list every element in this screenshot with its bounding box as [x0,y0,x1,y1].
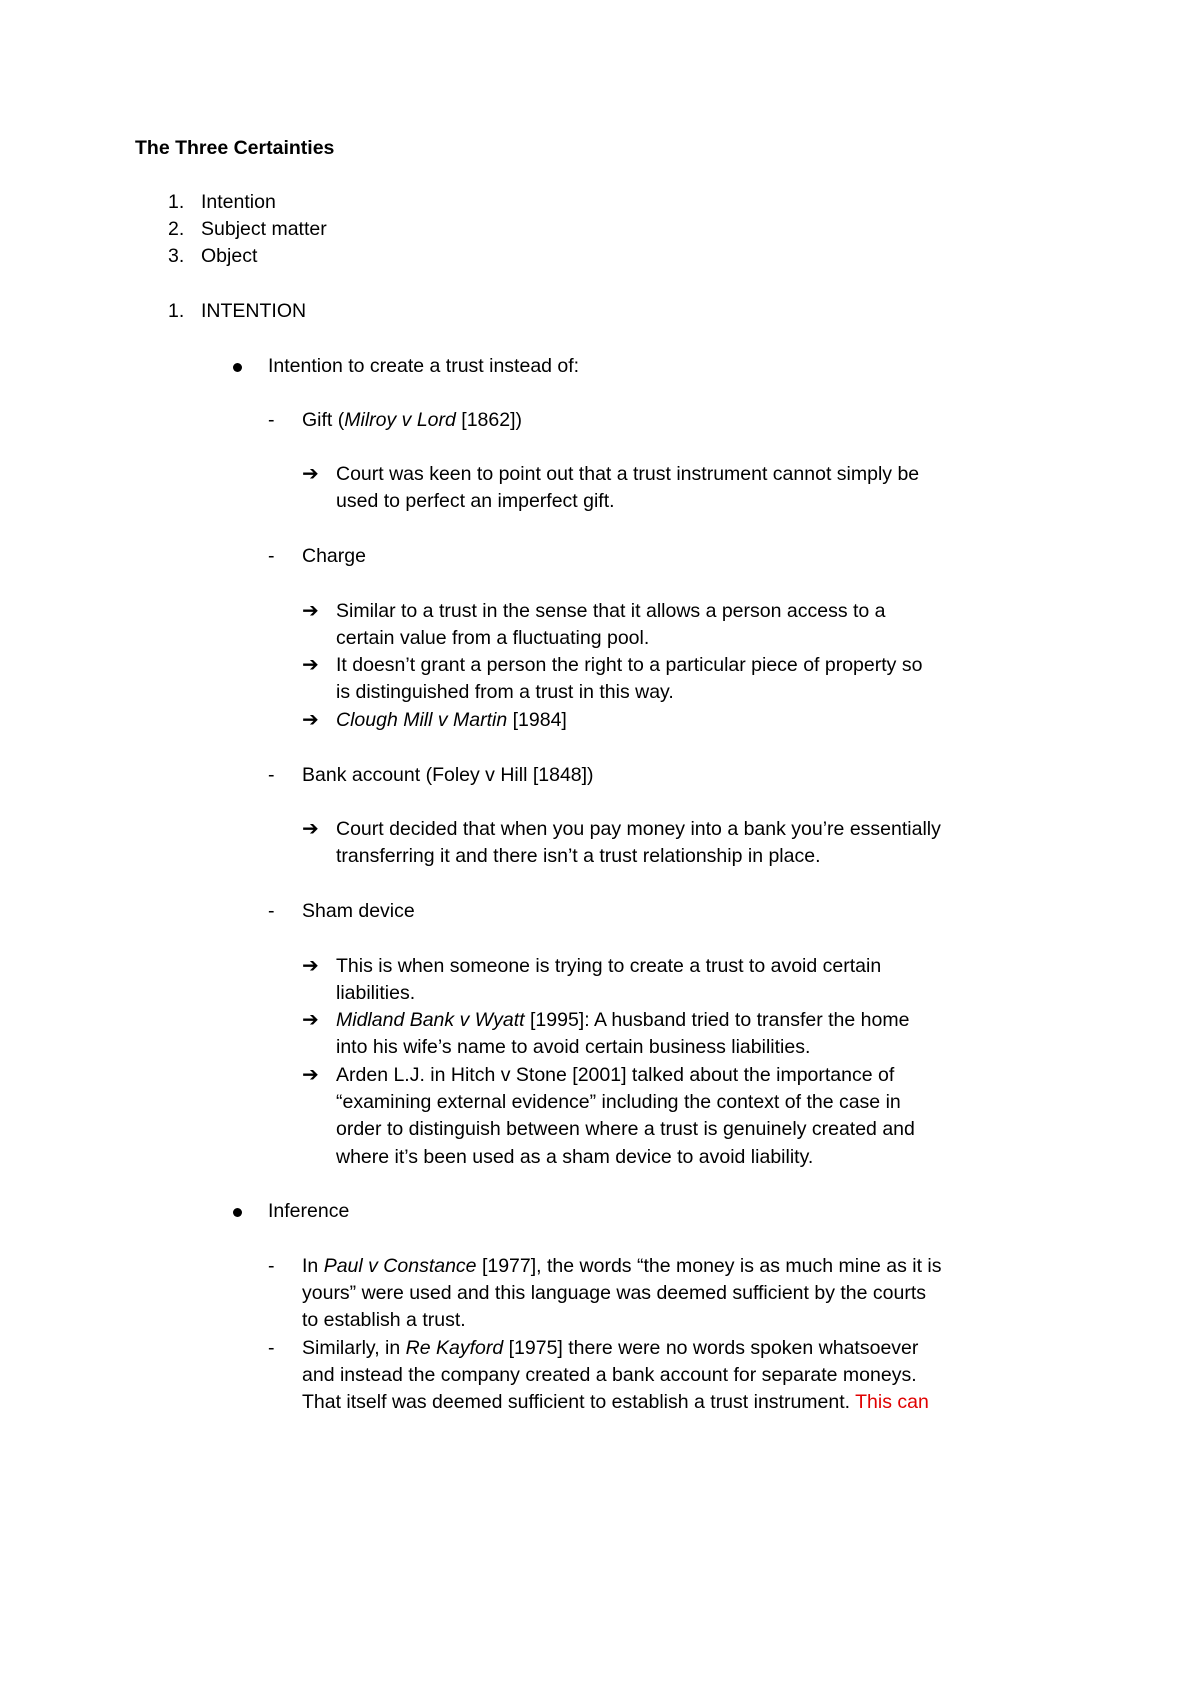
sham-arrow-line: This is when someone is trying to create a trust to avoid certain [336,955,882,977]
charge-arrow-line: It doesn’t grant a person the right to a particular piece of property so [336,654,923,676]
charge-arrow-line: Clough Mill v Martin [1984] [336,709,567,731]
inference-line: and instead the company created a bank account for separate moneys. [302,1364,917,1386]
inference-line: yours” were used and this language was deemed sufficient by the courts [302,1282,926,1304]
arrow-right-icon: ➔ [302,463,319,485]
sham-arrow-line: into his wife’s name to avoid certain business liabilities. [336,1036,811,1058]
arrow-right-icon: ➔ [302,654,319,676]
toc-item-object: Object [201,245,258,267]
sham-arrow-line: Arden L.J. in Hitch v Stone [2001] talked about the importance of [336,1064,895,1086]
arrow-right-icon: ➔ [302,1009,319,1031]
bullet-inference-text: Inference [268,1200,350,1222]
gift-item: Gift (Milroy v Lord [1862]) [302,409,523,431]
inference-line: That itself was deemed sufficient to establish a trust instrument. This can [302,1391,929,1413]
bank-item: Bank account (Foley v Hill [1848]) [302,764,594,786]
gift-arrow-line: used to perfect an imperfect gift. [336,490,615,512]
sham-arrow-line: where it’s been used as a sham device to avoid liability. [336,1146,814,1168]
arrow-right-icon: ➔ [302,1064,319,1086]
toc-item-intention: Intention [201,191,276,213]
sham-arrow-line: liabilities. [336,982,416,1004]
dash-marker: - [268,409,275,431]
toc-num: 1. [168,191,185,213]
toc-num: 3. [168,245,185,267]
bullet-intention-text: Intention to create a trust instead of: [268,355,580,377]
dash-marker: - [268,1255,275,1277]
bullet-dot-icon [233,363,242,372]
toc-num: 2. [168,218,185,240]
dash-marker: - [268,1337,275,1359]
arrow-right-icon: ➔ [302,818,319,840]
charge-arrow-line: is distinguished from a trust in this way. [336,681,674,703]
dash-marker: - [268,764,275,786]
charge-item: Charge [302,545,366,567]
section-heading: INTENTION [201,300,307,322]
toc-item-subject-matter: Subject matter [201,218,327,240]
sham-item: Sham device [302,900,415,922]
bullet-dot-icon [233,1208,242,1217]
sham-arrow-line: “examining external evidence” including the context of the case in [336,1091,901,1113]
bank-arrow-line: Court decided that when you pay money into a bank you’re essentially [336,818,941,840]
bank-arrow-line: transferring it and there isn’t a trust relationship in place. [336,845,821,867]
arrow-right-icon: ➔ [302,600,319,622]
section-num: 1. [168,300,185,322]
inference-line: In Paul v Constance [1977], the words “the money is as much mine as it is [302,1255,942,1277]
inference-line: Similarly, in Re Kayford [1975] there were no words spoken whatsoever [302,1337,919,1359]
sham-arrow-line: order to distinguish between where a trust is genuinely created and [336,1118,915,1140]
sham-arrow-line: Midland Bank v Wyatt [1995]: A husband tried to transfer the home [336,1009,910,1031]
inference-line: to establish a trust. [302,1309,466,1331]
gift-arrow-line: Court was keen to point out that a trust instrument cannot simply be [336,463,920,485]
dash-marker: - [268,900,275,922]
highlight-text: This can [855,1391,929,1413]
dash-marker: - [268,545,275,567]
arrow-right-icon: ➔ [302,955,319,977]
charge-arrow-line: certain value from a fluctuating pool. [336,627,650,649]
charge-arrow-line: Similar to a trust in the sense that it allows a person access to a [336,600,886,622]
page-title: The Three Certainties [135,137,335,159]
arrow-right-icon: ➔ [302,709,319,731]
